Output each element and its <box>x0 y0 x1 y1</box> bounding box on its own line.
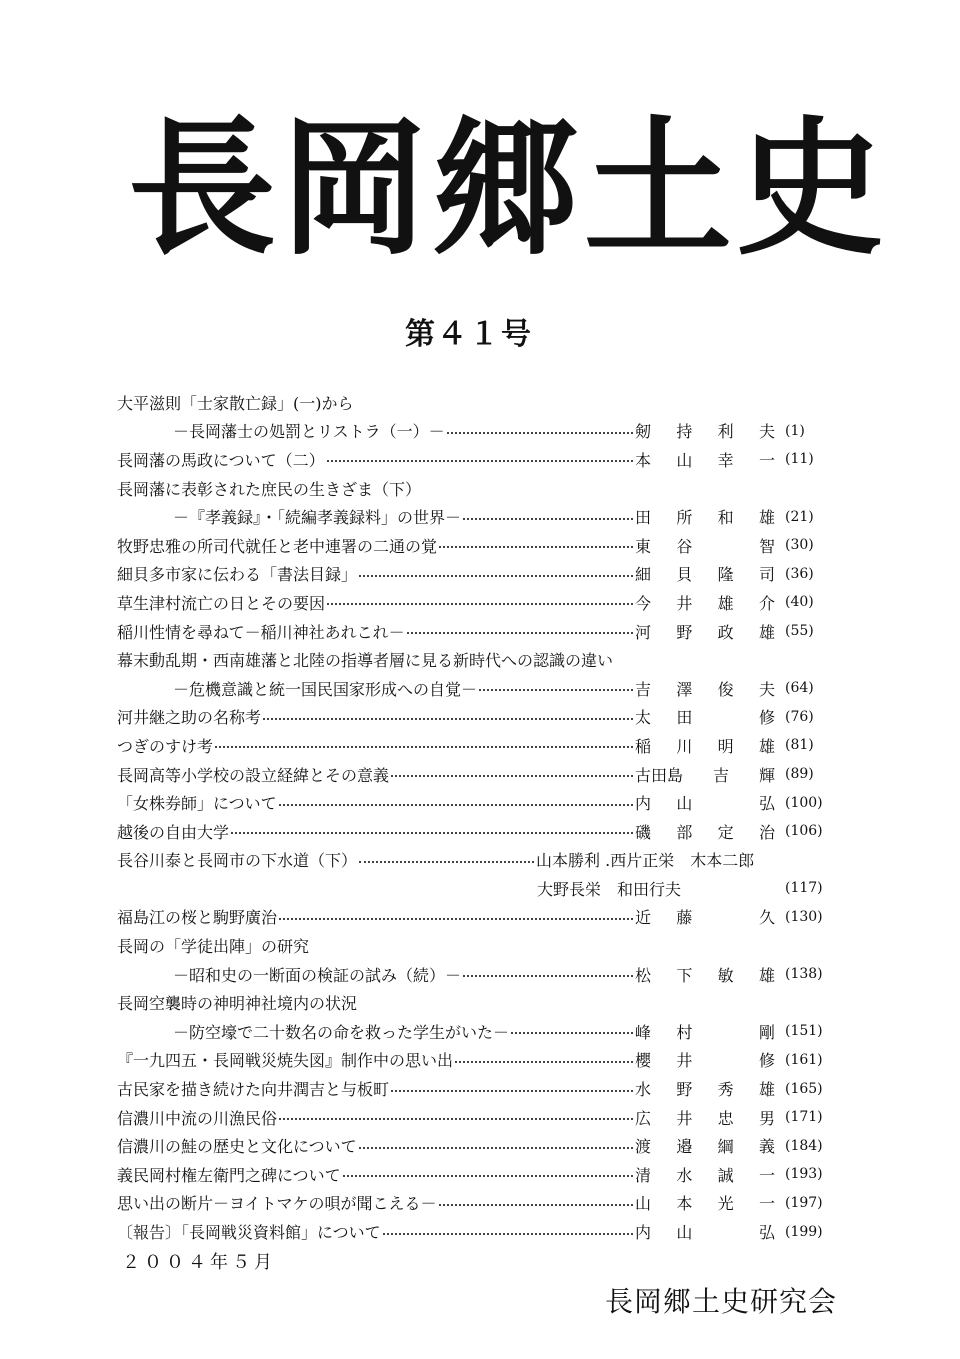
toc-author: 稲 川 明 雄 <box>635 736 775 756</box>
toc-page-number: (151) <box>785 1023 823 1040</box>
toc-entry <box>117 445 837 474</box>
toc-page-number: (21) <box>785 508 814 525</box>
toc-title: －防空壕で二十数名の命を救った学生がいた－ <box>173 1022 510 1042</box>
leader-dots <box>439 546 633 548</box>
toc-entry <box>117 1217 837 1246</box>
toc-entry <box>117 502 837 531</box>
toc-entry <box>117 531 837 560</box>
toc-entry <box>117 1131 837 1160</box>
toc-title: 長岡空襲時の神明神社境内の状況 <box>117 994 358 1014</box>
toc-entry <box>117 1046 837 1075</box>
toc-title: 河井継之助の名称考 <box>117 708 262 728</box>
toc-entry <box>117 988 837 1017</box>
toc-entry <box>117 588 837 617</box>
toc-author: 峰 村 剛 <box>635 1022 775 1042</box>
leader-dots <box>263 718 633 720</box>
toc-title: つぎのすけ考 <box>117 736 214 756</box>
leader-dots <box>279 918 633 920</box>
toc-author: 磯 部 定 治 <box>635 822 775 842</box>
toc-entry <box>117 817 837 846</box>
toc-title: 義民岡村権左衛門之碑について <box>117 1165 341 1185</box>
toc-title: 古民家を描き続けた向井潤吉と与板町 <box>117 1080 390 1100</box>
leader-dots <box>231 832 633 834</box>
publication-date: ２００４年５月 <box>122 1252 276 1273</box>
toc-author: 櫻 井 修 <box>635 1051 775 1071</box>
leader-dots <box>447 432 633 434</box>
toc-author: 清 水 誠 一 <box>635 1165 775 1185</box>
toc-title: 思い出の断片－ヨイトマケの唄が聞こえる－ <box>117 1194 437 1214</box>
toc-author: 細 貝 隆 司 <box>635 565 775 585</box>
toc-author: 河 野 政 雄 <box>635 622 775 642</box>
toc-page-number: (117) <box>785 880 823 897</box>
toc-author: 剱 持 利 夫 <box>635 422 775 442</box>
toc-page-number: (40) <box>785 594 814 611</box>
table-of-contents <box>117 388 837 1246</box>
toc-title: 「女株券師」について <box>117 794 277 814</box>
toc-authors: 大野長栄 和田行夫 <box>537 879 682 899</box>
toc-title: －『孝義録』・「続編孝義録料」の世界－ <box>173 508 462 528</box>
toc-page-number: (130) <box>785 908 823 925</box>
toc-title: 『一九四五・長岡戦災焼失図』制作中の思い出 <box>117 1051 454 1071</box>
leader-dots <box>359 575 633 577</box>
toc-title: 長谷川泰と長岡市の下水道（下） <box>117 851 358 871</box>
toc-title: 長岡高等小学校の設立経緯とその意義 <box>117 765 390 785</box>
toc-page-number: (106) <box>785 823 823 840</box>
leader-dots <box>463 975 633 977</box>
toc-entry <box>117 674 837 703</box>
toc-title: －危機意識と統一国民国家形成への自覚－ <box>173 679 478 699</box>
toc-entry <box>117 617 837 646</box>
leader-dots <box>359 1147 633 1149</box>
toc-entry <box>117 788 837 817</box>
leader-dots <box>391 1090 633 1092</box>
toc-title: 信濃川の鮭の歴史と文化について <box>117 1137 357 1157</box>
toc-title: 〔報告〕「長岡戦災資料館」について <box>117 1223 381 1243</box>
toc-entry <box>117 760 837 789</box>
toc-author: 東 谷 智 <box>635 536 775 556</box>
leader-dots <box>391 775 633 777</box>
toc-page-number: (171) <box>785 1109 823 1126</box>
toc-entry <box>117 474 837 503</box>
leader-dots <box>327 603 633 605</box>
leader-dots <box>455 1061 633 1063</box>
toc-title: 長岡の「学徒出陣」の研究 <box>117 937 310 957</box>
toc-author: 近 藤 久 <box>635 908 775 928</box>
leader-dots <box>359 861 534 863</box>
toc-title: 越後の自由大学 <box>117 822 230 842</box>
toc-title: 幕末動乱期・西南雄藩と北陸の指導者層に見る新時代への認識の違い <box>117 651 614 671</box>
toc-author: 内 山 弘 <box>635 794 775 814</box>
leader-dots <box>439 1204 633 1206</box>
leader-dots <box>343 1175 633 1177</box>
toc-entry <box>117 645 837 674</box>
leader-dots <box>383 1233 633 1235</box>
toc-author: 広 井 忠 男 <box>635 1108 775 1128</box>
toc-author: 太 田 修 <box>635 708 775 728</box>
toc-page-number: (193) <box>785 1166 823 1183</box>
toc-entry <box>117 960 837 989</box>
leader-dots <box>407 632 633 634</box>
leader-dots <box>479 689 633 691</box>
toc-author: 吉 澤 俊 夫 <box>635 679 775 699</box>
toc-page-number: (184) <box>785 1137 823 1154</box>
toc-page-number: (100) <box>785 794 823 811</box>
leader-dots <box>511 1032 633 1034</box>
toc-entry <box>117 874 837 903</box>
toc-title: 長岡藩に表彰された庶民の生きざま（下） <box>117 479 422 499</box>
toc-entry <box>117 1017 837 1046</box>
toc-page-number: (64) <box>785 680 814 697</box>
toc-page-number: (1) <box>785 422 805 439</box>
toc-author: 水 野 秀 雄 <box>635 1080 775 1100</box>
toc-entry <box>117 1074 837 1103</box>
toc-page-number: (11) <box>785 451 814 468</box>
toc-title: 牧野忠雅の所司代就任と老中連署の二通の覚 <box>117 536 438 556</box>
toc-author: 山 本 光 一 <box>635 1194 775 1214</box>
toc-entry <box>117 417 837 446</box>
toc-page-number: (89) <box>785 766 814 783</box>
toc-entry <box>117 931 837 960</box>
toc-page-number: (165) <box>785 1080 823 1097</box>
toc-author: 古田島 吉 輝 <box>635 765 775 785</box>
toc-author: 内 山 弘 <box>635 1223 775 1243</box>
toc-author: 今 井 雄 介 <box>635 593 775 613</box>
toc-entry <box>117 703 837 732</box>
toc-title: 信濃川中流の川漁民俗 <box>117 1108 278 1128</box>
toc-title: －昭和史の一断面の検証の試み（続）－ <box>173 965 462 985</box>
leader-dots <box>463 518 633 520</box>
toc-page-number: (197) <box>785 1194 823 1211</box>
toc-entry <box>117 560 837 589</box>
leader-dots <box>215 746 633 748</box>
toc-page-number: (199) <box>785 1223 823 1240</box>
toc-entry <box>117 731 837 760</box>
issue-number: 第４１号 <box>405 317 533 352</box>
toc-entry <box>117 1160 837 1189</box>
toc-author: 本 山 幸 一 <box>635 450 775 470</box>
leader-dots <box>279 1118 633 1120</box>
journal-title: 長岡郷土史 <box>128 101 888 275</box>
toc-title: 草生津村流亡の日とその要因 <box>117 593 326 613</box>
leader-dots <box>327 460 633 462</box>
toc-authors: 山本勝利 .西片正栄 木本二郎 <box>536 851 755 871</box>
toc-entry <box>117 1103 837 1132</box>
toc-title: 長岡藩の馬政について（二） <box>117 450 325 470</box>
toc-page-number: (76) <box>785 708 814 725</box>
toc-page-number: (161) <box>785 1051 823 1068</box>
toc-page-number: (36) <box>785 565 814 582</box>
toc-title: －長岡藩士の処罰とリストラ（一）－ <box>173 422 445 442</box>
toc-author: 渡 邉 綱 義 <box>635 1137 775 1157</box>
toc-page-number: (30) <box>785 537 814 554</box>
toc-page-number: (55) <box>785 623 814 640</box>
toc-title: 大平滋則「士家散亡録」(一)から <box>117 393 354 413</box>
toc-entry <box>117 846 837 875</box>
publisher-name: 長岡郷土史研究会 <box>605 1285 838 1318</box>
toc-entry <box>117 388 837 417</box>
leader-dots <box>279 804 633 806</box>
toc-author: 田 所 和 雄 <box>635 508 775 528</box>
toc-page-number: (138) <box>785 966 823 983</box>
toc-page-number: (81) <box>785 737 814 754</box>
toc-title: 福島江の桜と駒野廣治 <box>117 908 278 928</box>
toc-title: 稲川性情を尋ねて－稲川神社あれこれ－ <box>117 622 405 642</box>
toc-entry <box>117 903 837 932</box>
toc-author: 松 下 敏 雄 <box>635 965 775 985</box>
toc-entry <box>117 1189 837 1218</box>
toc-title: 細貝多市家に伝わる「書法目録」 <box>117 565 358 585</box>
